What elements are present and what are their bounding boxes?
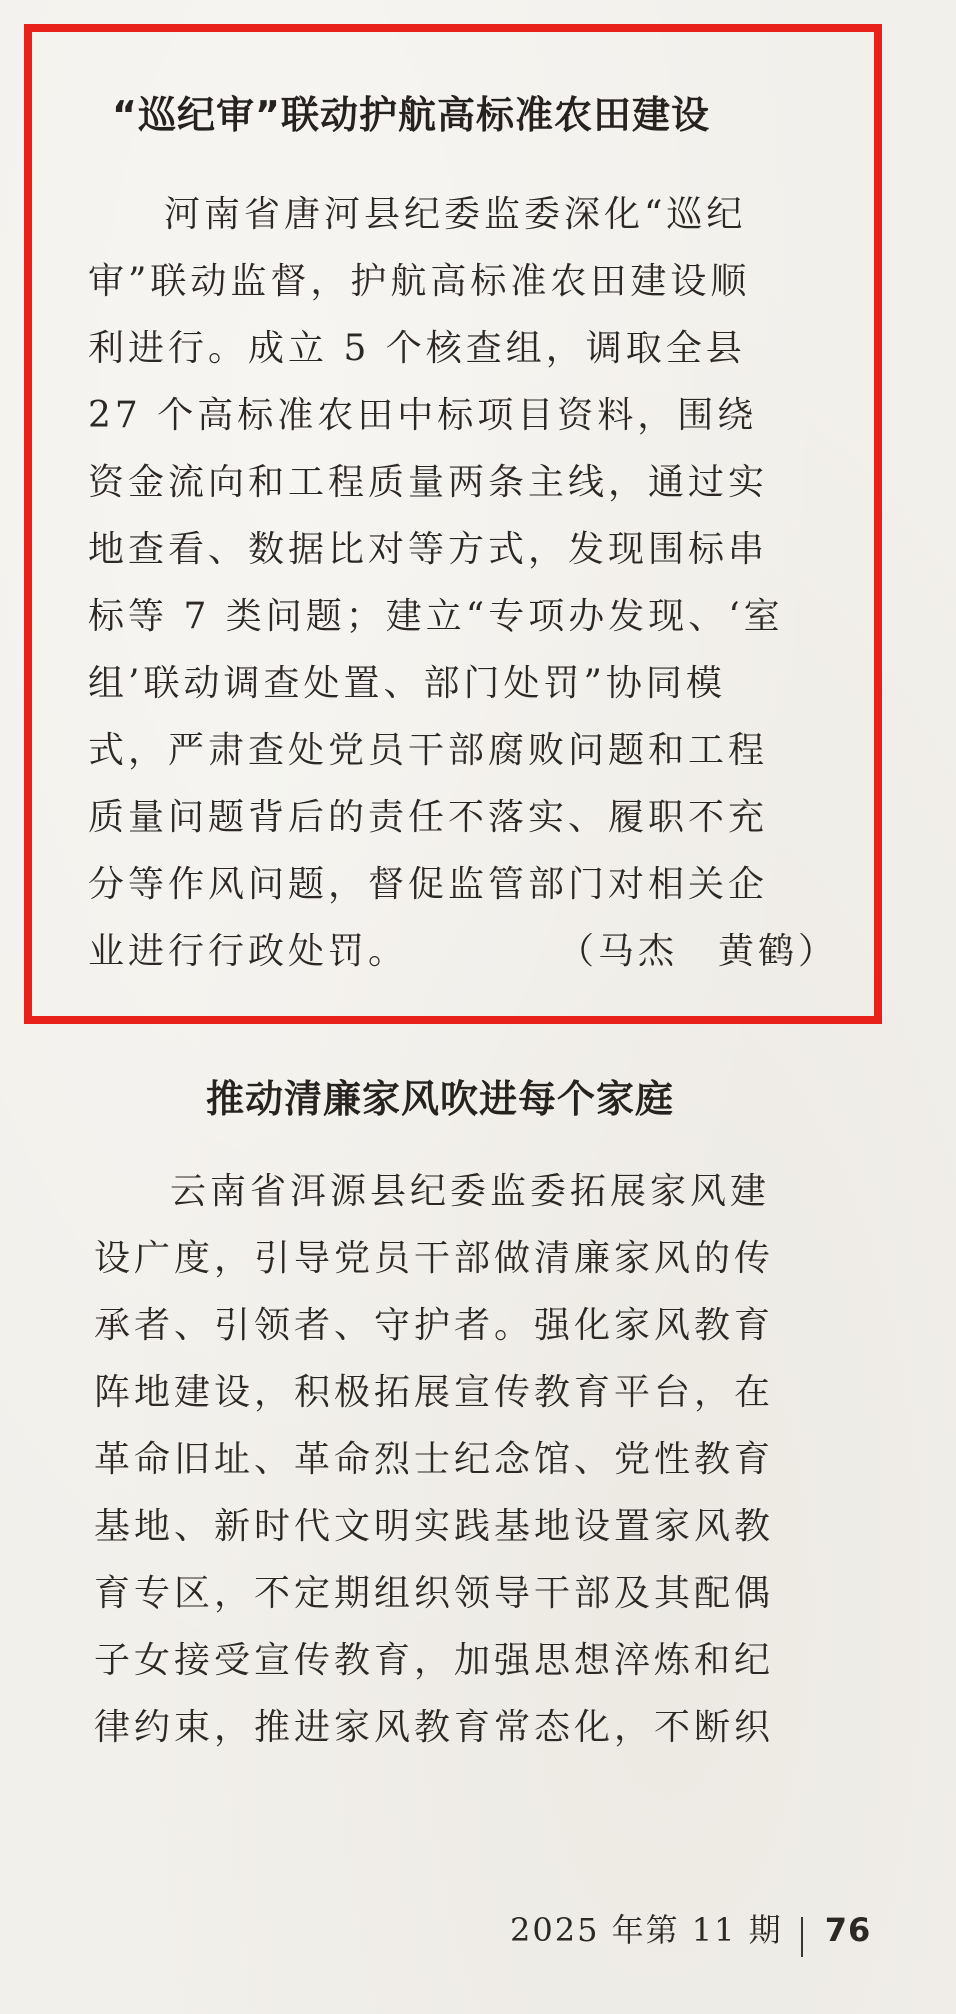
body-line: 式，严肃查处党员干部腐败问题和工程 (88, 730, 769, 771)
body-line: 组’联动调查处置、部门处罚”协同模 (88, 663, 726, 704)
body-line: 河南省唐河县纪委监委深化“巡纪 (164, 194, 747, 235)
body-line: 审”联动监督，护航高标准农田建设顺 (88, 261, 751, 302)
body-line: 标等 7 类问题；建立“专项办发现、‘室 (88, 596, 784, 637)
body-line: 云南省洱源县纪委监委拓展家风建 (170, 1171, 771, 1212)
body-line-text: 业进行行政处罚。 (88, 931, 409, 972)
body-line: 质量问题背后的责任不落实、履职不充 (88, 797, 769, 838)
body-line: 承者、引领者、守护者。强化家风教育 (94, 1305, 775, 1346)
article-body (88, 181, 838, 985)
article-body (94, 1158, 844, 1761)
body-line: 子女接受宣传教育，加强思想淬炼和纪 (94, 1640, 775, 1681)
page-footer (510, 1905, 871, 1957)
body-line: 设广度，引导党员干部做清廉家风的传 (94, 1238, 775, 1279)
issue-label: 2025 年第 11 期 (510, 1911, 783, 1949)
body-line: 资金流向和工程质量两条主线，通过实 (88, 462, 769, 503)
body-line: 革命旧址、革命烈士纪念馆、党性教育 (94, 1439, 775, 1480)
body-line: 基地、新时代文明实践基地设置家风教 (94, 1506, 775, 1547)
body-line: 律约束，推进家风教育常态化，不断织 (94, 1707, 775, 1748)
article-title: “巡纪审”联动护航高标准农田建设 (112, 93, 710, 137)
body-line: 阵地建设，积极拓展宣传教育平台，在 (94, 1372, 775, 1413)
body-line: 育专区，不定期组织领导干部及其配偶 (94, 1573, 775, 1614)
page-number: 76 (824, 1911, 872, 1949)
article-title: 推动清廉家风吹进每个家庭 (206, 1077, 675, 1121)
body-line-last (88, 918, 838, 985)
footer-divider (801, 1917, 803, 1957)
body-line: 分等作风问题，督促监管部门对相关企 (88, 864, 769, 905)
author-byline: （马杰 黄鹤） (557, 931, 838, 972)
body-line: 地查看、数据比对等方式，发现围标串 (88, 529, 769, 570)
body-line: 利进行。成立 5 个核查组，调取全县 (88, 328, 746, 369)
body-line: 27 个高标准农田中标项目资料，围绕 (88, 395, 758, 436)
